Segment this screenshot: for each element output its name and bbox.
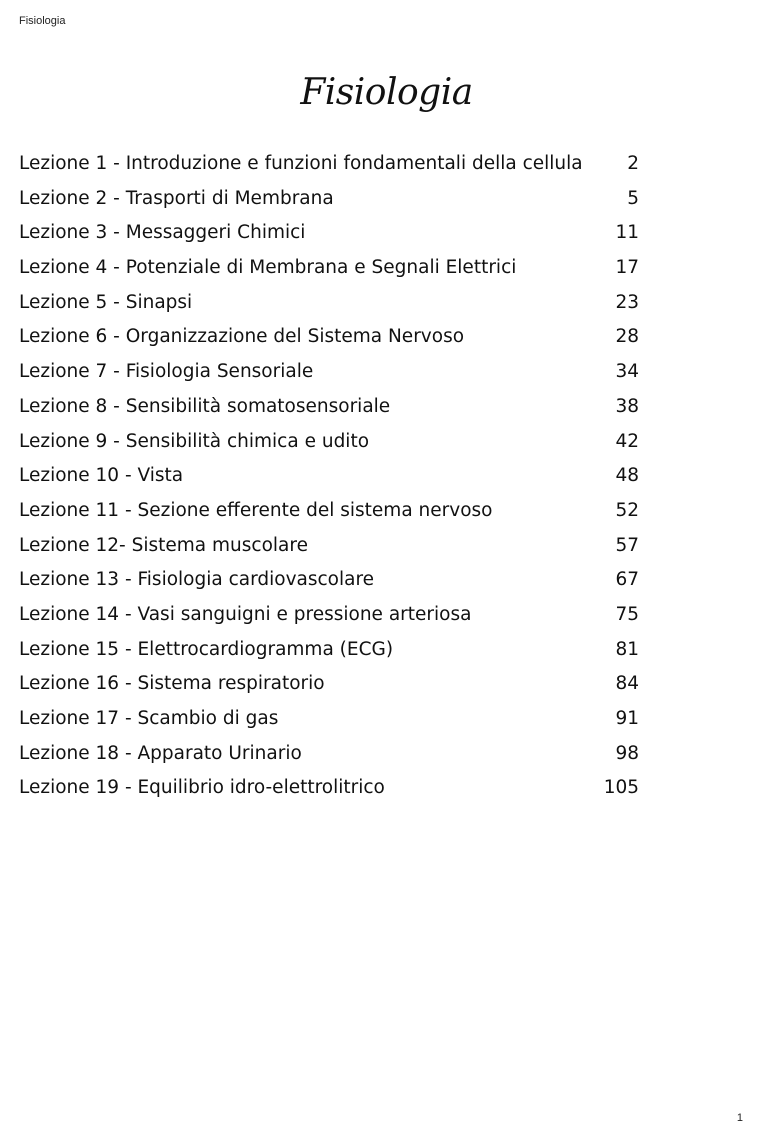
toc-entry-page: 75 xyxy=(615,603,639,625)
toc-entry-page: 5 xyxy=(627,187,639,209)
toc-entry-title: Lezione 4 - Potenziale di Membrana e Segnali Elettrici xyxy=(19,257,517,279)
toc-entry[interactable] xyxy=(19,355,639,390)
toc-entry-page: 105 xyxy=(603,777,639,799)
toc-entry-page: 28 xyxy=(615,326,639,348)
document-title: Fisiologia xyxy=(300,72,473,113)
toc-entry[interactable] xyxy=(19,216,639,251)
toc-entry[interactable] xyxy=(19,494,639,529)
toc-entry[interactable] xyxy=(19,633,639,668)
toc-entry-page: 38 xyxy=(615,395,639,417)
toc-entry-title: Lezione 13 - Fisiologia cardiovascolare xyxy=(19,569,375,591)
toc-entry-page: 67 xyxy=(615,569,639,591)
toc-entry-title: Lezione 5 - Sinapsi xyxy=(19,291,193,313)
toc-entry-page: 57 xyxy=(615,534,639,556)
toc-entry[interactable] xyxy=(19,459,639,494)
toc-entry[interactable] xyxy=(19,251,639,286)
toc-entry-title: Lezione 15 - Elettrocardiogramma (ECG) xyxy=(19,638,394,660)
toc-entry-page: 84 xyxy=(615,673,639,695)
toc-entry-title: Lezione 7 - Fisiologia Sensoriale xyxy=(19,361,314,383)
toc-entry-title: Lezione 19 - Equilibrio idro-elettrolitrico xyxy=(19,777,385,799)
toc-entry[interactable] xyxy=(19,529,639,564)
toc-entry[interactable] xyxy=(19,598,639,633)
toc-entry[interactable] xyxy=(19,390,639,425)
toc-entry-title: Lezione 2 - Trasporti di Membrana xyxy=(19,187,334,209)
toc-entry-page: 23 xyxy=(615,291,639,313)
toc-entry-page: 52 xyxy=(615,499,639,521)
toc-entry[interactable] xyxy=(19,320,639,355)
toc-entry[interactable] xyxy=(19,182,639,217)
toc-entry-title: Lezione 3 - Messaggeri Chimici xyxy=(19,222,306,244)
toc-entry-title: Lezione 10 - Vista xyxy=(19,465,184,487)
toc-entry-title: Lezione 8 - Sensibilità somatosensoriale xyxy=(19,395,391,417)
toc-entry[interactable] xyxy=(19,702,639,737)
toc-entry-page: 17 xyxy=(615,257,639,279)
toc-entry-page: 34 xyxy=(615,361,639,383)
toc-entry-title: Lezione 14 - Vasi sanguigni e pressione arteriosa xyxy=(19,603,472,625)
toc-entry-title: Lezione 16 - Sistema respiratorio xyxy=(19,673,325,695)
toc-entry-page: 81 xyxy=(615,638,639,660)
toc-entry-page: 2 xyxy=(627,153,639,174)
page-number: 1 xyxy=(736,1112,743,1124)
toc-entry-title: Lezione 17 - Scambio di gas xyxy=(19,708,279,729)
toc-entry[interactable] xyxy=(19,737,639,772)
running-header: Fisiologia xyxy=(19,15,66,27)
toc-entry-title: Lezione 18 - Apparato Urinario xyxy=(19,742,302,764)
toc-entry[interactable] xyxy=(19,563,639,598)
toc-entry[interactable] xyxy=(19,147,639,182)
toc-entry-page: 91 xyxy=(615,708,639,729)
table-of-contents xyxy=(19,147,639,806)
toc-entry[interactable] xyxy=(19,286,639,321)
toc-entry-page: 11 xyxy=(615,222,639,244)
toc-entry[interactable] xyxy=(19,667,639,702)
toc-entry[interactable] xyxy=(19,425,639,460)
toc-entry-title: Lezione 11 - Sezione efferente del sistema nervoso xyxy=(19,499,493,521)
toc-entry-title: Lezione 1 - Introduzione e funzioni fondamentali della cellula xyxy=(19,153,583,174)
toc-entry-page: 42 xyxy=(615,430,639,452)
toc-entry-title: Lezione 9 - Sensibilità chimica e udito xyxy=(19,430,370,452)
toc-entry-page: 98 xyxy=(615,742,639,764)
toc-entry-title: Lezione 12- Sistema muscolare xyxy=(19,534,308,556)
toc-entry-title: Lezione 6 - Organizzazione del Sistema Nervoso xyxy=(19,326,465,348)
toc-entry[interactable] xyxy=(19,771,639,806)
toc-entry-page: 48 xyxy=(615,465,639,487)
